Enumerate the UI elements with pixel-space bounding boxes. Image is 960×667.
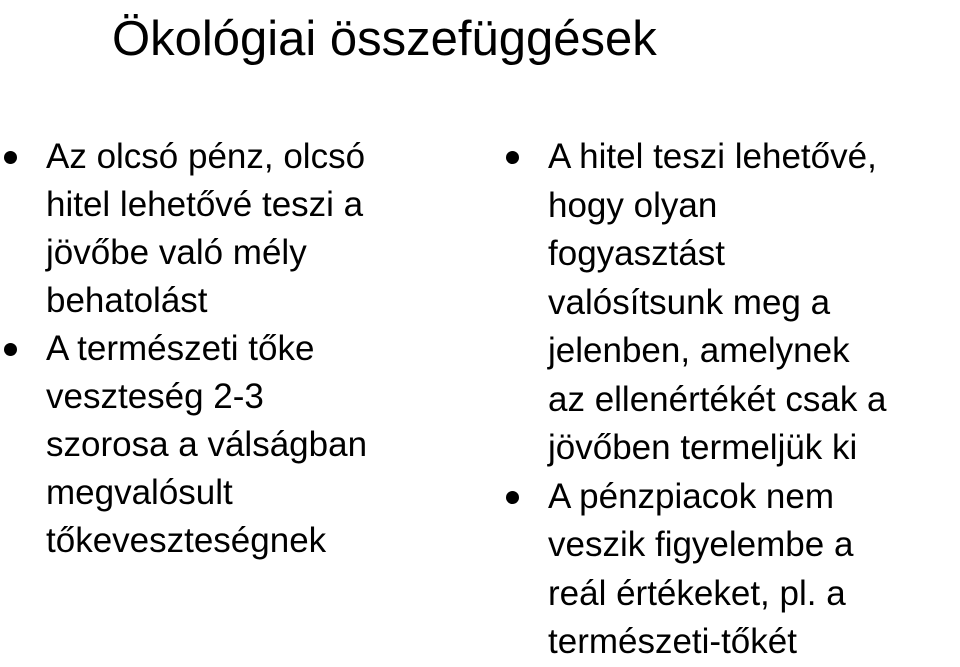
bullet-line: A hitel teszi lehetővé,	[548, 137, 877, 176]
bullet-line: természeti-tőkét	[548, 622, 797, 661]
bullet-dot-icon	[506, 491, 519, 504]
bullet-line: veszik figyelembe a	[548, 525, 854, 564]
bullet-line: megvalósult	[46, 473, 233, 512]
bullet-line: hogy olyan	[548, 185, 718, 225]
bullet-line: valósítsunk meg a	[548, 282, 831, 322]
right-column-bullets	[500, 133, 960, 667]
bullet-line: az ellenértékét csak a	[548, 379, 887, 419]
slide-title: Ökológiai összefüggések	[112, 12, 657, 66]
bullet-dot-icon	[506, 151, 519, 164]
bullet-item-cheap-money	[0, 133, 470, 325]
bullet-line: szorosa a válságban	[46, 425, 368, 464]
bullet-line: jövőbe való mély	[46, 233, 307, 272]
bullet-line: veszteség 2-3	[46, 377, 264, 416]
bullet-line: hitel lehetővé teszi a	[46, 185, 364, 224]
bullet-dot-icon	[4, 151, 17, 164]
bullet-line: fogyasztást	[548, 234, 726, 273]
bullet-item-natural-capital	[0, 325, 470, 565]
bullet-line: jövőben termeljük ki	[548, 428, 858, 467]
bullet-item-credit	[500, 133, 960, 473]
bullet-item-money-markets	[500, 473, 960, 667]
bullet-line: A természeti tőke	[46, 329, 315, 368]
bullet-dot-icon	[4, 343, 17, 356]
left-column-bullets	[0, 133, 470, 565]
bullet-line: behatolást	[46, 281, 208, 320]
bullet-line: reál értékeket, pl. a	[548, 573, 846, 613]
bullet-line: A pénzpiacok nem	[548, 476, 835, 516]
bullet-line: tőkeveszteségnek	[46, 521, 327, 560]
bullet-line: jelenben, amelynek	[548, 331, 850, 370]
bullet-line: Az olcsó pénz, olcsó	[46, 137, 366, 176]
